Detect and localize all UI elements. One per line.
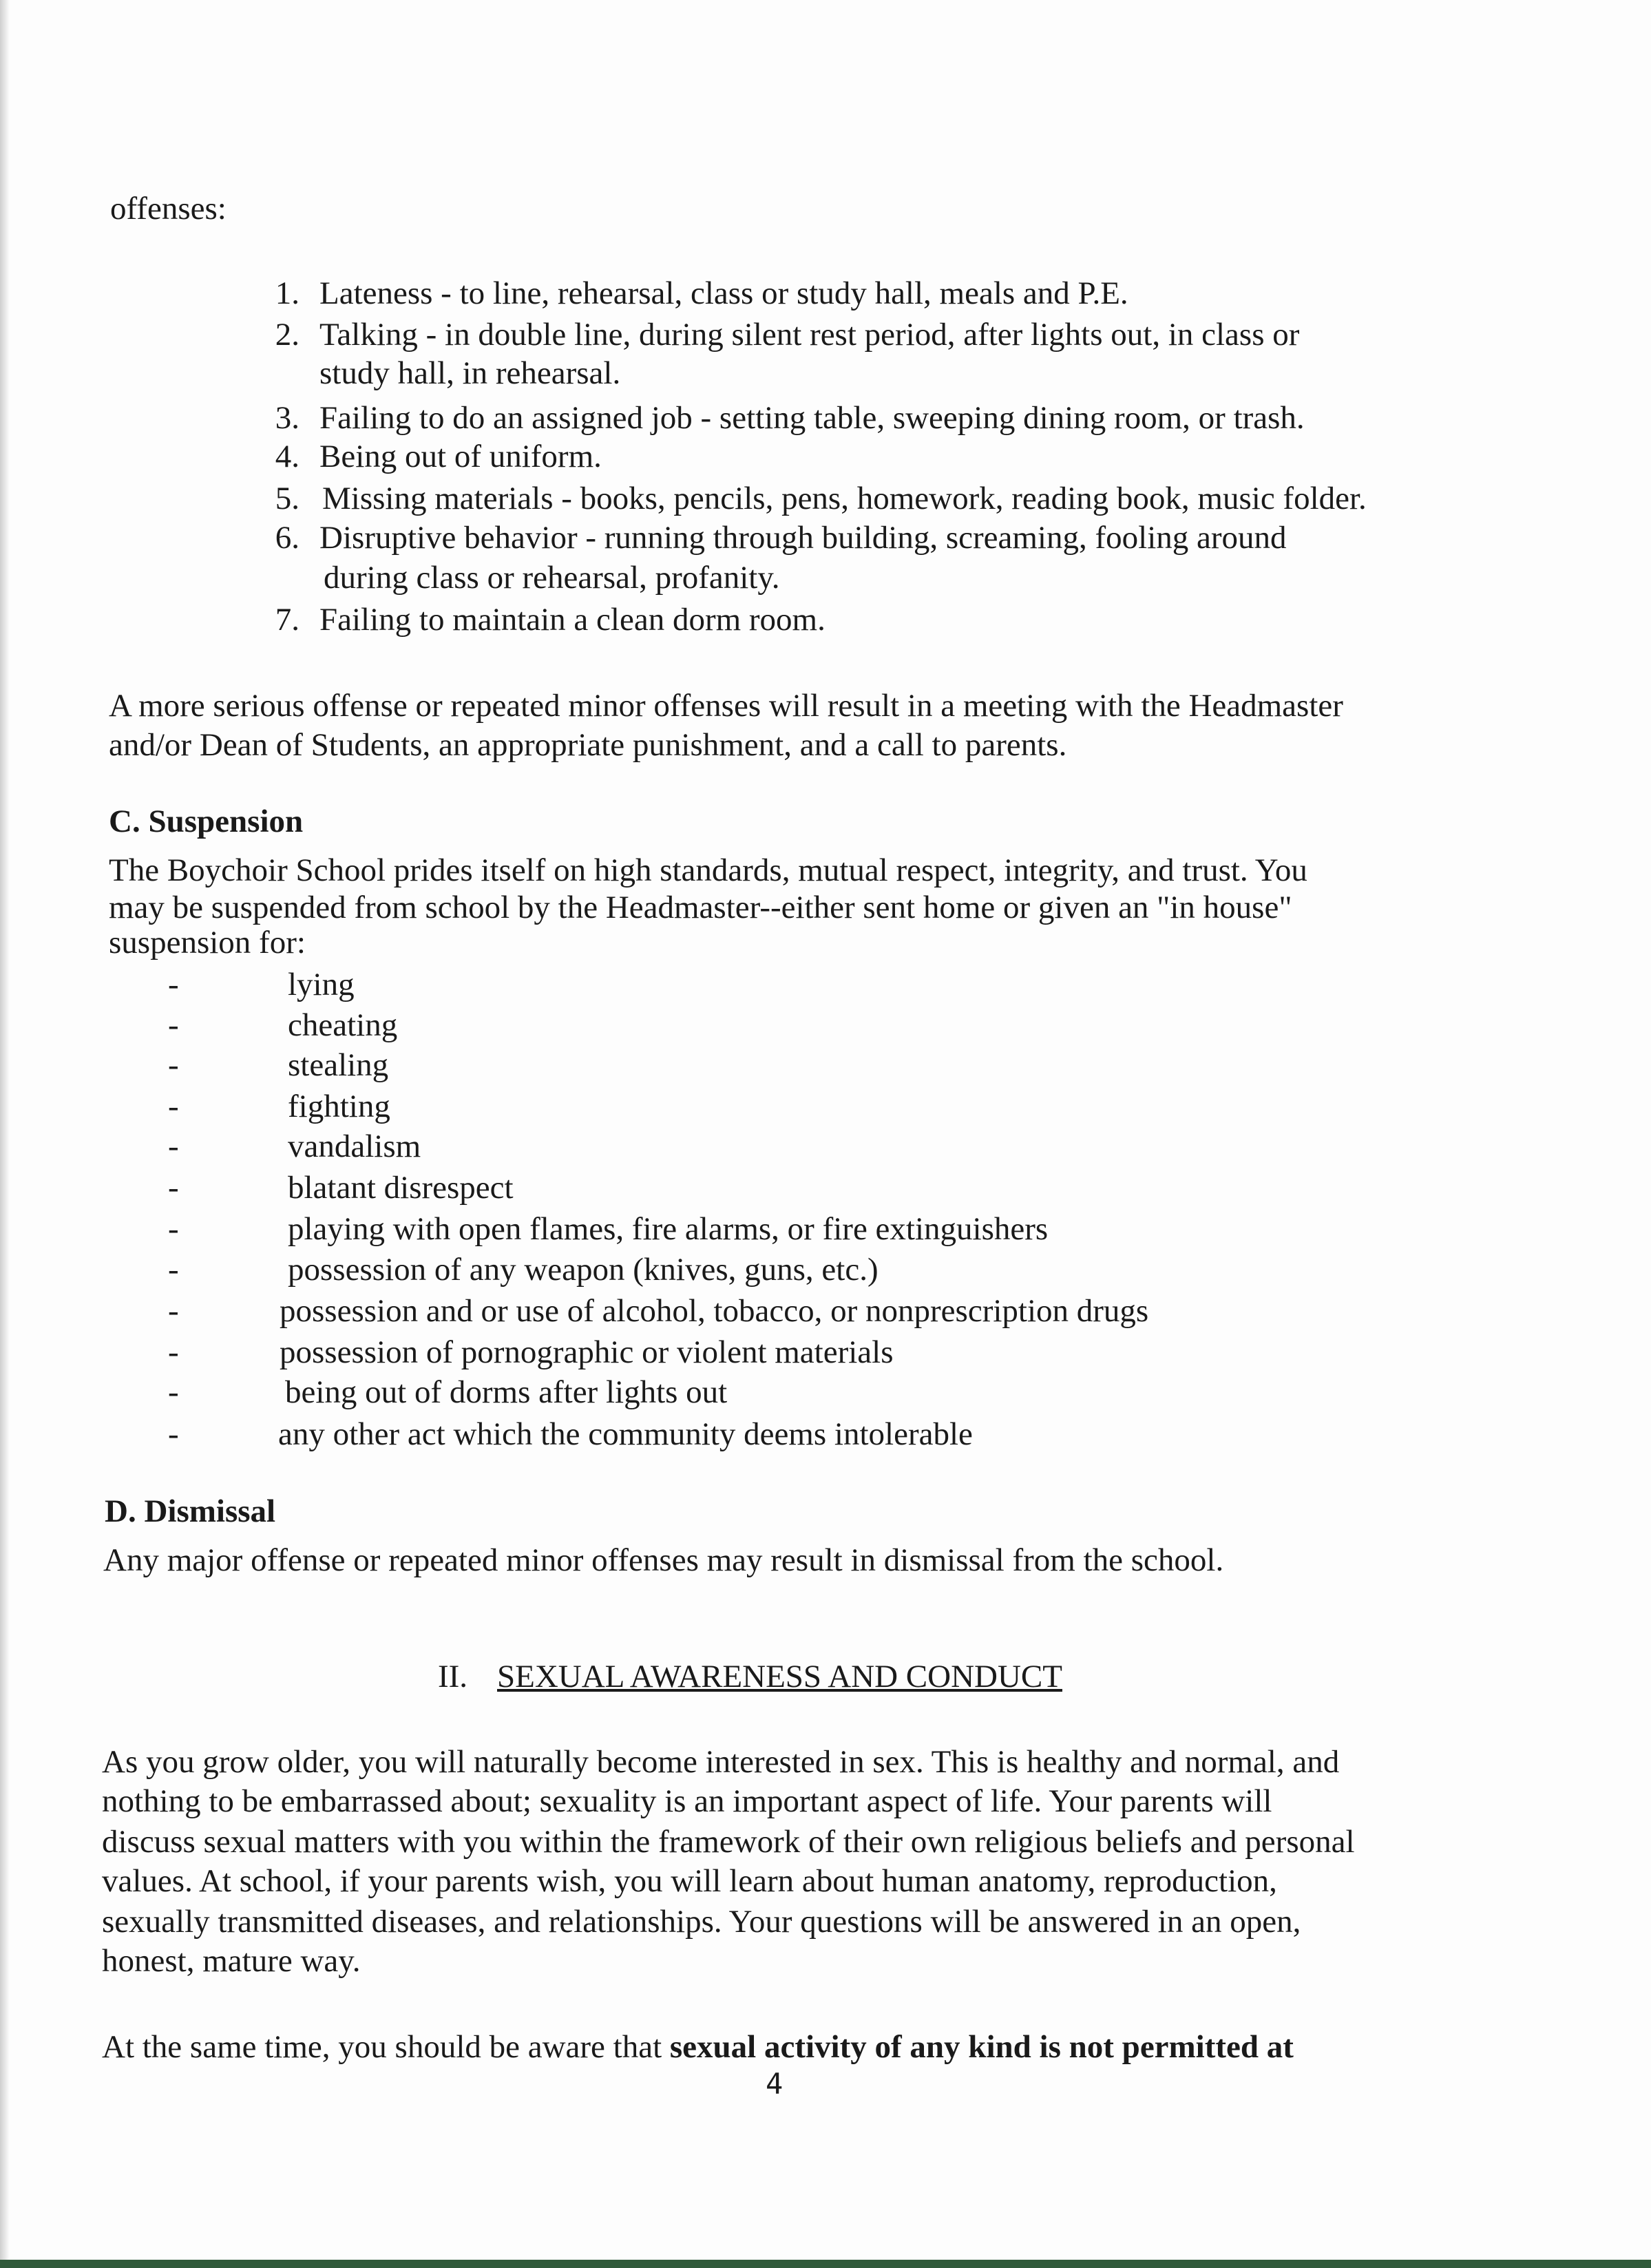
list-dash: - bbox=[168, 1374, 179, 1410]
section-paragraph-line: values. At school, if your parents wish, you will learn about human anatomy, reproduction, bbox=[102, 1863, 1277, 1899]
list-dash: - bbox=[168, 1416, 179, 1452]
list-dash: - bbox=[168, 1007, 179, 1043]
offense-item: Talking - in double line, during silent rest period, after lights out, in class or bbox=[319, 317, 1300, 353]
suspension-item: lying bbox=[288, 967, 355, 1002]
list-dash: - bbox=[168, 1089, 179, 1124]
page-edge-shadow bbox=[0, 0, 10, 2268]
section-paragraph-line: As you grow older, you will naturally become interested in sex. This is healthy and normal, and bbox=[102, 1744, 1340, 1780]
offense-item: Being out of uniform. bbox=[319, 439, 602, 474]
offense-item: Failing to do an assigned job - setting table, sweeping dining room, or trash. bbox=[319, 400, 1305, 436]
section-title: SEXUAL AWARENESS AND CONDUCT bbox=[497, 1659, 1062, 1694]
list-dash: - bbox=[168, 1211, 179, 1247]
offense-item: Lateness - to line, rehearsal, class or study hall, meals and P.E. bbox=[319, 275, 1128, 311]
section-paragraph-line: sexually transmitted diseases, and relationships. Your questions will be answered in an open, bbox=[102, 1904, 1301, 1940]
suspension-item: vandalism bbox=[288, 1128, 421, 1164]
suspension-item: any other act which the community deems intolerable bbox=[278, 1416, 973, 1452]
suspension-item: possession of pornographic or violent materials bbox=[280, 1334, 894, 1370]
offense-number: 4. bbox=[275, 439, 299, 474]
page-number: 4 bbox=[766, 2067, 784, 2101]
suspension-paragraph-line: The Boychoir School prides itself on high standards, mutual respect, integrity, and trust. You bbox=[109, 852, 1307, 888]
section-paragraph-line: discuss sexual matters with you within the framework of their own religious beliefs and personal bbox=[102, 1824, 1355, 1860]
suspension-heading: C. Suspension bbox=[109, 804, 304, 839]
suspension-item: possession of any weapon (knives, guns, etc.) bbox=[288, 1252, 879, 1288]
dismissal-text: Any major offense or repeated minor offenses may result in dismissal from the school. bbox=[103, 1542, 1224, 1578]
offense-number: 3. bbox=[275, 400, 299, 436]
offense-item: Missing materials - books, pencils, pens, homework, reading book, music folder. bbox=[322, 481, 1367, 516]
scan-bottom-edge bbox=[0, 2260, 1651, 2268]
offense-number: 7. bbox=[275, 602, 299, 638]
offense-number: 1. bbox=[275, 275, 299, 311]
serious-offense-line: A more serious offense or repeated minor offenses will result in a meeting with the Headmaster bbox=[109, 688, 1343, 724]
offense-number: 2. bbox=[275, 317, 299, 353]
suspension-item: cheating bbox=[288, 1007, 398, 1043]
list-dash: - bbox=[168, 1047, 179, 1083]
suspension-paragraph-line: suspension for: bbox=[109, 925, 306, 960]
suspension-item: possession and or use of alcohol, tobacco, or nonprescription drugs bbox=[280, 1293, 1149, 1329]
suspension-item: being out of dorms after lights out bbox=[285, 1374, 728, 1410]
suspension-item: playing with open flames, fire alarms, or fire extinguishers bbox=[288, 1211, 1049, 1247]
list-dash: - bbox=[168, 1170, 179, 1206]
suspension-item: blatant disrespect bbox=[288, 1170, 514, 1206]
intro-text: offenses: bbox=[110, 191, 227, 227]
offense-number: 6. bbox=[275, 520, 299, 556]
section-last-line-regular: At the same time, you should be aware that bbox=[102, 2029, 670, 2065]
section-paragraph-line: nothing to be embarrassed about; sexuality is an important aspect of life. Your parents will bbox=[102, 1783, 1272, 1819]
suspension-item: fighting bbox=[288, 1089, 390, 1124]
offense-item-continued: during class or rehearsal, profanity. bbox=[324, 560, 780, 596]
section-last-line-bold: sexual activity of any kind is not permitted at bbox=[669, 2029, 1294, 2065]
suspension-item: stealing bbox=[288, 1047, 389, 1083]
offense-number: 5. bbox=[275, 481, 299, 516]
section-last-line bbox=[102, 2027, 1294, 2067]
list-dash: - bbox=[168, 1252, 179, 1288]
list-dash: - bbox=[168, 967, 179, 1002]
section-numeral: II. bbox=[438, 1659, 468, 1694]
section-paragraph-line: honest, mature way. bbox=[102, 1943, 361, 1979]
serious-offense-line: and/or Dean of Students, an appropriate punishment, and a call to parents. bbox=[109, 727, 1067, 763]
offense-item-continued: study hall, in rehearsal. bbox=[319, 355, 621, 391]
offense-item: Failing to maintain a clean dorm room. bbox=[319, 602, 826, 638]
suspension-paragraph-line: may be suspended from school by the Headmaster--either sent home or given an "in house" bbox=[109, 890, 1292, 925]
list-dash: - bbox=[168, 1128, 179, 1164]
dismissal-heading: D. Dismissal bbox=[105, 1493, 276, 1529]
list-dash: - bbox=[168, 1293, 179, 1329]
list-dash: - bbox=[168, 1334, 179, 1370]
offense-item: Disruptive behavior - running through building, screaming, fooling around bbox=[319, 520, 1287, 556]
